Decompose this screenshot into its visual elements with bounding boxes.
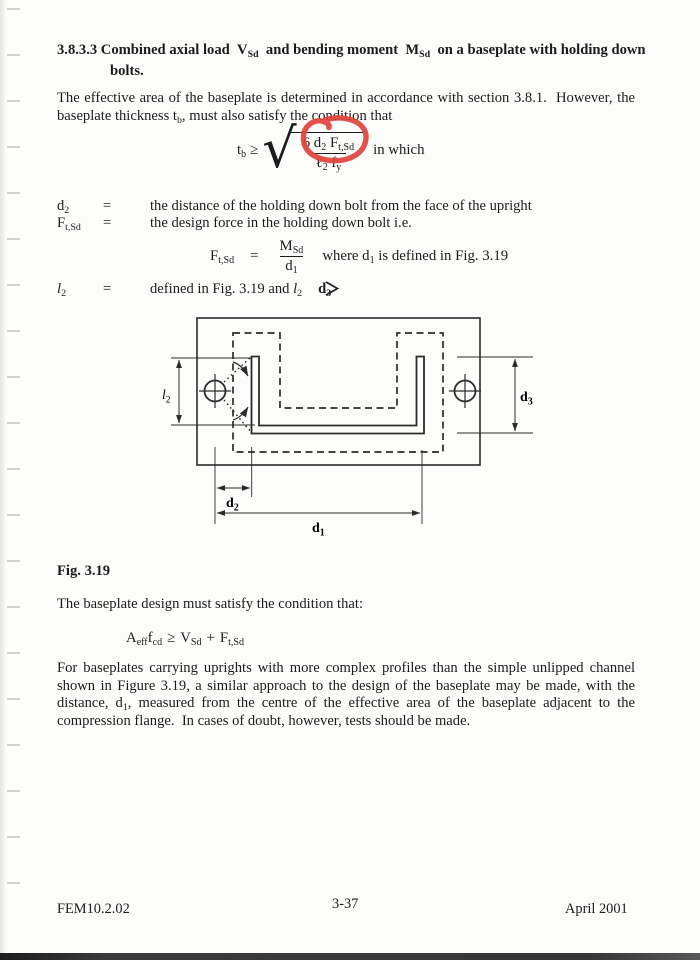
d3-annotation-mark: $d_3$	[318, 281, 331, 298]
condition-sentence: The baseplate design must satisfy the condition that:	[57, 596, 363, 612]
d3-arrow-mark-icon	[324, 280, 341, 297]
binder-hole-marks	[7, 8, 20, 924]
label-d3: $d_3$	[520, 390, 533, 408]
channel-profile	[252, 357, 425, 434]
bearing-condition-formula: $A_{eff}f_{cd}$ ≥ $V_{Sd}$ + $F_{t,Sd}$	[126, 630, 245, 648]
definition-l2: $l_2$ = defined in Fig. 3.19 and $l_2$ $d_3$	[57, 281, 331, 298]
definition-ftsd: $F_{t,Sd}$ = the design force in the holding down bolt i.e.	[57, 214, 412, 233]
fraction-numerator: 6 $d_2$ $F_{t,Sd}$	[302, 135, 355, 153]
definitions-list	[57, 198, 532, 231]
load-spread-lines	[224, 357, 251, 432]
label-l2: $l_2$	[162, 387, 171, 406]
equals-sign: =	[250, 248, 259, 264]
closing-paragraph: For baseplates carrying uprights with more complex profiles than the simple unlipped channel shown in Figure 3.19, a similar approach to the design of the baseplate may be made, with the distance, $d_1$, measured from the centre of the effective area of the baseplate adjacent to the compression flange. In cases of doubt, however, tests should be made.	[57, 660, 635, 729]
relation-symbol: ≥	[167, 630, 176, 646]
scan-edge-artifact	[0, 953, 700, 960]
section-heading-line2: bolts.	[110, 63, 144, 79]
footer-page-number: 3-37	[332, 896, 359, 912]
red-circle-annotation	[299, 112, 371, 164]
section-number: 3.8.3.3	[57, 42, 98, 58]
extension-lines	[215, 447, 422, 524]
where-clause: where $d_1$ is defined in Fig. 3.19	[322, 248, 509, 266]
radical-sign: √	[262, 117, 297, 180]
intro-paragraph: The effective area of the baseplate is determined in accordance with section 3.8.1. However, the baseplate thickness $t_b$, must also satisfy the condition that	[57, 90, 635, 126]
label-d1: $d_1$	[312, 521, 325, 539]
figure-caption: Fig. 3.19	[57, 563, 111, 579]
section-heading	[57, 40, 647, 82]
baseplate-diagram	[160, 310, 560, 545]
fraction: $\frac{M_{Sd}}{d_1}$	[279, 238, 304, 276]
footer-date: April 2001	[565, 901, 628, 917]
definition-d2: $d_2$ = the distance of the holding down bolt from the face of the upright	[57, 198, 532, 216]
right-bolt-symbol	[449, 374, 481, 408]
plus-sign: +	[206, 630, 215, 646]
bolt-force-formula: $F_{t,Sd}$ = $\frac{M_{Sd}}{d_1}$ where $d_1$ is defined in Fig. 3.19	[210, 238, 509, 276]
formula-suffix: in which	[373, 141, 425, 158]
formula-lhs: $t_b$	[237, 141, 247, 160]
label-d2: $d_2$	[226, 496, 239, 514]
red-loop-stroke	[303, 118, 366, 161]
section-heading-line1: 3.8.3.3 Combined axial load $V_{Sd}$ and bending moment $M_{Sd}$ on a baseplate with holding down	[57, 42, 646, 60]
relation-symbol: ≥	[250, 141, 259, 158]
left-bolt-symbol	[199, 374, 231, 408]
fraction-denominator: ℓ$_2$ $f_y$	[311, 153, 347, 172]
footer-document-ref: FEM10.2.02	[57, 901, 130, 917]
baseplate-outline	[197, 318, 480, 465]
